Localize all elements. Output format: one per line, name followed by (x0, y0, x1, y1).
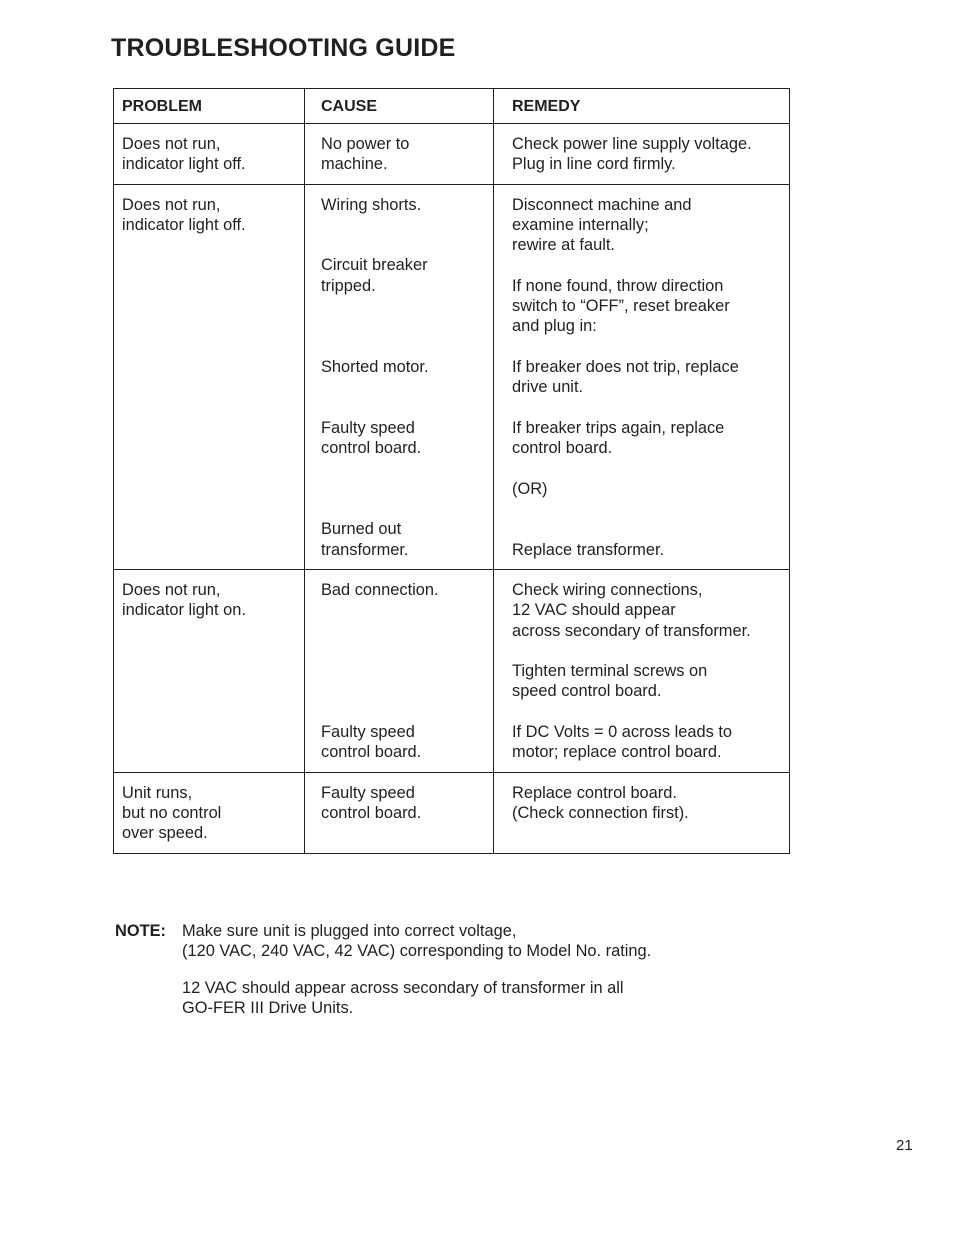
cell-line: No power to (321, 135, 410, 153)
cell-line: drive unit. (512, 378, 584, 397)
blank-line (321, 215, 485, 235)
cell-line: Replace control board. (512, 783, 677, 802)
problem-cell (114, 124, 305, 185)
cell-line: Replace transformer. (512, 540, 665, 559)
blank-line (321, 337, 485, 357)
note-line: Make sure unit is plugged into correct voltage, (182, 922, 517, 940)
cell-line: Faulty speed (321, 783, 415, 802)
remedy-cell (494, 124, 790, 185)
cell-line: Circuit breaker (321, 256, 428, 275)
note-label: NOTE: (115, 922, 166, 940)
cell-line: Check wiring connections, (512, 580, 703, 599)
note-line: (120 VAC, 240 VAC, 42 VAC) corresponding to Model No. rating. (182, 942, 652, 961)
blank-line (321, 499, 485, 519)
blank-line (321, 458, 485, 478)
cause-cell (305, 772, 494, 853)
cell-line: If breaker does not trip, replace (512, 357, 739, 376)
page-title: TROUBLESHOOTING GUIDE (111, 34, 456, 62)
blank-line (321, 702, 485, 722)
problem-cell (114, 569, 305, 772)
note-paragraph (182, 921, 742, 962)
cell-line: examine internally; (512, 215, 649, 234)
blank-line (321, 316, 485, 336)
cell-line: Does not run, (122, 580, 221, 599)
cell-line: Faulty speed (321, 723, 415, 742)
cell-line: over speed. (122, 824, 208, 843)
cell-line: (Check connection first). (512, 803, 689, 822)
problem-cell (114, 772, 305, 853)
cell-line: If breaker trips again, replace (512, 418, 725, 437)
cell-line: but no control (122, 803, 222, 822)
table-row (114, 569, 790, 772)
cell-line: Plug in line cord firmly. (512, 155, 676, 174)
blank-line (321, 235, 485, 255)
header-remedy: REMEDY (494, 89, 790, 124)
note-paragraph (182, 978, 742, 1019)
cell-line: control board. (321, 439, 422, 458)
table-row (114, 772, 790, 853)
table-row (114, 124, 790, 185)
cell-line: (OR) (512, 479, 548, 498)
blank-line (512, 458, 781, 478)
cause-cell (305, 184, 494, 569)
blank-line (512, 702, 781, 722)
cell-line: Tighten terminal screws on (512, 662, 708, 681)
cell-line: indicator light off. (122, 155, 246, 174)
blank-line (321, 296, 485, 316)
cell-line: Burned out (321, 520, 402, 539)
blank-line (512, 499, 781, 519)
cell-line: control board. (512, 439, 613, 458)
cell-line: Unit runs, (122, 783, 193, 802)
cell-line: control board. (321, 803, 422, 822)
cause-cell (305, 569, 494, 772)
blank-line (321, 600, 485, 620)
blank-line (321, 681, 485, 701)
troubleshooting-table (113, 88, 790, 854)
cell-line: 12 VAC should appear (512, 601, 676, 620)
cell-line: Disconnect machine and (512, 195, 692, 214)
cell-line: indicator light off. (122, 215, 246, 234)
cell-line: machine. (321, 155, 388, 174)
cell-line: control board. (321, 743, 422, 762)
table-row (114, 184, 790, 569)
cell-line: Bad connection. (321, 580, 439, 599)
cell-line: and plug in: (512, 317, 597, 336)
note-body (182, 921, 742, 1034)
header-cause: CAUSE (305, 89, 494, 124)
cell-line: If none found, throw direction (512, 276, 724, 295)
cell-line: Does not run, (122, 135, 221, 153)
cell-line: across secondary of transformer. (512, 621, 751, 640)
blank-line (321, 377, 485, 397)
cell-line: speed control board. (512, 682, 662, 701)
cell-line: motor; replace control board. (512, 743, 722, 762)
cell-line: Wiring shorts. (321, 195, 422, 214)
cell-line: Faulty speed (321, 418, 415, 437)
remedy-cell (494, 184, 790, 569)
blank-line (512, 519, 781, 539)
page-number: 21 (896, 1137, 913, 1154)
note-line: 12 VAC should appear across secondary of transformer in all (182, 978, 624, 997)
cell-line: transformer. (321, 540, 409, 559)
cell-line: Does not run, (122, 195, 221, 214)
blank-line (321, 661, 485, 681)
cell-line: tripped. (321, 276, 376, 295)
header-problem: PROBLEM (114, 89, 305, 124)
cell-line: rewire at fault. (512, 236, 615, 255)
blank-line (321, 479, 485, 499)
blank-line (512, 641, 781, 661)
cell-line: If DC Volts = 0 across leads to (512, 723, 733, 742)
cell-line: Shorted motor. (321, 357, 429, 376)
blank-line (321, 641, 485, 661)
blank-line (321, 621, 485, 641)
cell-line: switch to “OFF”, reset breaker (512, 297, 730, 316)
remedy-cell (494, 569, 790, 772)
problem-cell (114, 184, 305, 569)
cell-line: Check power line supply voltage. (512, 135, 752, 153)
table-header-row (114, 89, 790, 124)
note-line: GO-FER III Drive Units. (182, 998, 354, 1017)
blank-line (512, 398, 781, 418)
remedy-cell (494, 772, 790, 853)
blank-line (512, 255, 781, 275)
cell-line: indicator light on. (122, 601, 246, 620)
cause-cell (305, 124, 494, 185)
blank-line (512, 337, 781, 357)
blank-line (321, 398, 485, 418)
